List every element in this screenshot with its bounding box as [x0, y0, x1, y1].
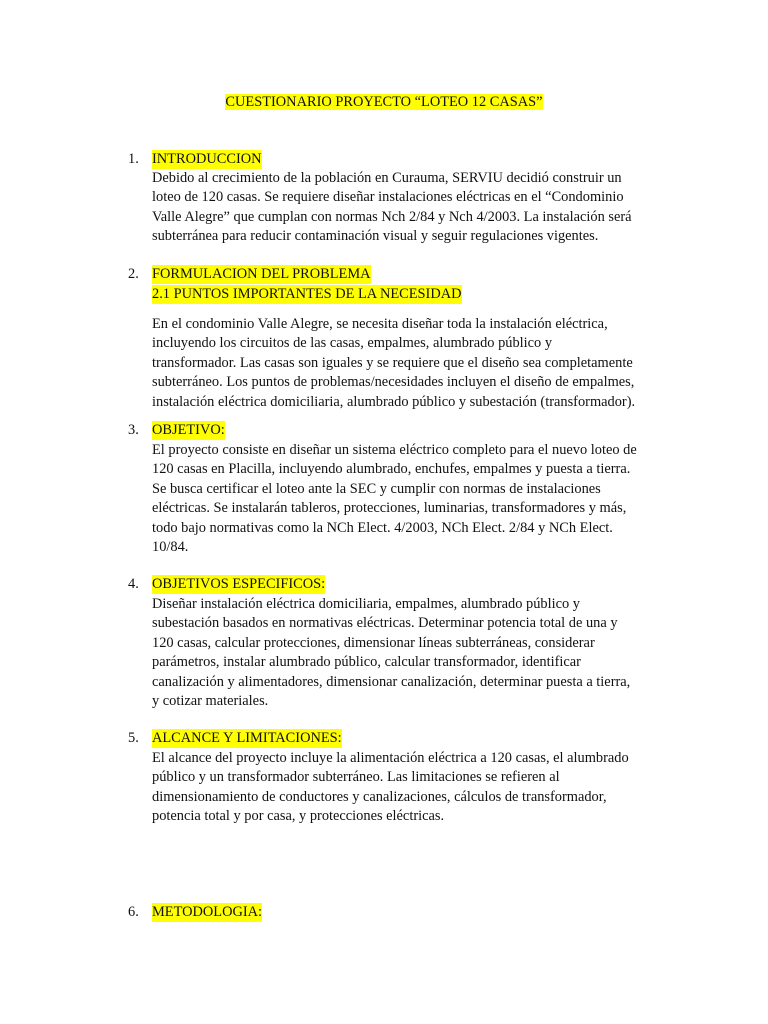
section-1-line: loteo de 120 casas. Se requiere diseñar instalaciones eléctricas en el “Condominio [152, 189, 624, 206]
section-2-body [152, 315, 672, 412]
section-1-line: Debido al crecimiento de la población en Curauma, SERVIU decidió construir un [152, 170, 622, 186]
section-4-line: parámetros, instalar alumbrado público, calcular transformador, identificar [152, 654, 581, 671]
section-1-line: subterránea para reducir contaminación visual y seguir regulaciones vigentes. [152, 228, 599, 245]
section-1-line: Valle Alegre” que cumplan con normas Nch 2/84 y Nch 4/2003. La instalación será [152, 208, 632, 225]
section-5-body [152, 749, 672, 827]
section-4-line: canalización y alimentadores, dimensionar canalización, determinar puesta a tierra, [152, 673, 631, 690]
section-3-body [152, 441, 672, 557]
section-2-line: instalación eléctrica domiciliaria, alumbrado público y subestación (transformador). [152, 393, 636, 410]
section-1-body [152, 169, 672, 247]
section-5-line: El alcance del proyecto incluye la alimentación eléctrica a 120 casas, el alumbrado [152, 750, 629, 766]
section-3-number: 3. [128, 422, 139, 438]
document-title-text: CUESTIONARIO PROYECTO “LOTEO 12 CASAS” [225, 94, 543, 110]
section-3-line: todo bajo normativas como la NCh Elect. 4/2003, NCh Elect. 2/84 y NCh Elect. [152, 519, 613, 536]
section-6-heading: METODOLOGIA: [152, 903, 262, 922]
section-5-line: público y un transformador subterráneo. Las limitaciones se refieren al [152, 769, 560, 786]
section-3-line: El proyecto consiste en diseñar un sistema eléctrico completo para el nuevo loteo de [152, 442, 637, 458]
section-4-line: subestación basados en normativas eléctricas. Determinar potencia total de una y [152, 615, 618, 632]
section-3-line: eléctricas. Se instalarán tableros, protecciones, luminarias, transformadores y más, [152, 500, 627, 517]
section-1-number: 1. [128, 151, 139, 167]
section-2-heading: FORMULACION DEL PROBLEMA [152, 265, 371, 284]
section-6-number: 6. [128, 904, 139, 920]
section-2-subheading: 2.1 PUNTOS IMPORTANTES DE LA NECESIDAD [152, 285, 462, 304]
section-2-line: subterráneo. Los puntos de problemas/necesidades incluyen el diseño de empalmes, [152, 374, 635, 391]
section-3-line: Se busca certificar el loteo ante la SEC y cumplir con normas de instalaciones [152, 480, 601, 497]
section-2-number: 2. [128, 266, 139, 282]
section-4-number: 4. [128, 576, 139, 592]
section-1-heading: INTRODUCCION [152, 150, 262, 169]
section-4-heading: OBJETIVOS ESPECIFICOS: [152, 575, 325, 594]
section-2-line: incluyendo los circuitos de las casas, empalmes, alumbrado público y [152, 335, 553, 352]
section-4-body [152, 595, 672, 711]
section-3-line: 10/84. [152, 539, 189, 556]
document-title [0, 93, 768, 112]
section-5-number: 5. [128, 730, 139, 746]
section-2-line: En el condominio Valle Alegre, se necesita diseñar toda la instalación eléctrica, [152, 316, 608, 332]
section-5-line: potencia total y por casa, y protecciones eléctricas. [152, 808, 445, 825]
section-4-line: 120 casas, calcular protecciones, dimensionar líneas subterráneas, considerar [152, 634, 595, 651]
section-3-heading: OBJETIVO: [152, 421, 225, 440]
section-5-heading: ALCANCE Y LIMITACIONES: [152, 729, 342, 748]
section-3-line: 120 casas en Placilla, incluyendo alumbrado, enchufes, empalmes y puesta a tierra. [152, 461, 631, 478]
section-4-line: y cotizar materiales. [152, 693, 269, 710]
section-4-line: Diseñar instalación eléctrica domiciliaria, empalmes, alumbrado público y [152, 596, 580, 612]
section-5-line: dimensionamiento de conductores y canalizaciones, cálculos de transformador, [152, 788, 607, 805]
section-2-line: transformador. Las casas son iguales y se requiere que el diseño sea completamente [152, 354, 633, 371]
